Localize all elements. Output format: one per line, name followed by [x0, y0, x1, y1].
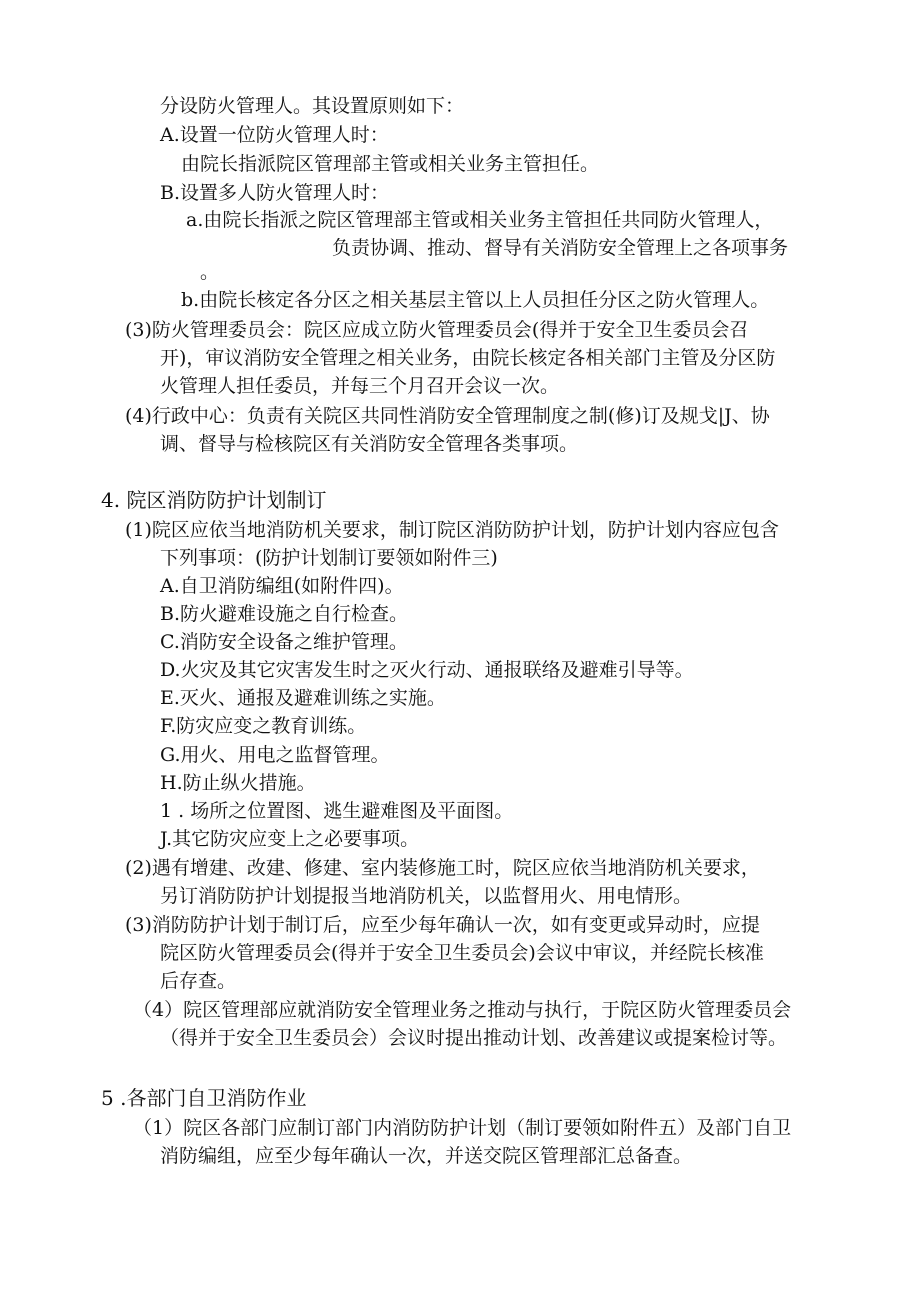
text-line: (2)遇有增建、改建、修建、室内装修施工时，院区应依当地消防机关要求，	[125, 857, 760, 879]
list-item: C.消防安全设备之维护管理。	[160, 631, 408, 653]
text-line: 。	[200, 261, 220, 283]
text-line: 由院长指派院区管理部主管或相关业务主管担任。	[181, 153, 600, 175]
text-line: 后存查。	[160, 970, 237, 992]
list-item: J.其它防灾应变上之必要事项。	[160, 828, 420, 850]
list-item: 1 . 场所之位置图、逃生避难图及平面图。	[160, 800, 514, 822]
text-line: (4)行政中心：负责有关院区共同性消防安全管理制度之制(修)订及规戈|J、协	[125, 405, 770, 427]
text-line: 开)，审议消防安全管理之相关业务，由院长核定各相关部门主管及分区防	[160, 347, 776, 369]
text-line: 分设防火管理人。其设置原则如下：	[160, 95, 465, 117]
text-line: (1)院区应依当地消防机关要求，制订院区消防防护计划，防护计划内容应包含	[125, 519, 779, 541]
text-line: B.设置多人防火管理人时：	[160, 182, 390, 204]
list-item: A.自卫消防编组(如附件四)。	[160, 575, 404, 597]
text-line: (3)防火管理委员会：院区应成立防火管理委员会(得并于安全卫生委员会召	[125, 319, 749, 341]
text-line: a.由院长指派之院区管理部主管或相关业务主管担任共同防火管理人，	[186, 209, 774, 231]
text-line: b.由院长核定各分区之相关基层主管以上人员担任分区之防火管理人。	[181, 289, 770, 311]
text-line: 院区防火管理委员会(得并于安全卫生委员会)会议中审议，并经院长核准	[160, 942, 764, 964]
text-line: (3)消防防护计划于制订后，应至少每年确认一次，如有变更或异动时，应提	[125, 914, 760, 936]
text-line: （得并于安全卫生委员会）会议时提出推动计划、改善建议或提案检讨等。	[160, 1027, 788, 1049]
text-line: 消防编组，应至少每年确认一次，并送交院区管理部汇总备查。	[160, 1145, 693, 1167]
list-item: E.灭火、通报及避难训练之实施。	[160, 687, 446, 709]
text-line: 下列事项：(防护计划制订要领如附件三)	[160, 547, 498, 569]
section-heading-4: 4. 院区消防防护计划制订	[101, 488, 327, 512]
list-item: D.火灾及其它灾害发生时之灭火行动、通报联络及避难引导等。	[160, 659, 694, 681]
list-item: G.用火、用电之监督管理。	[160, 744, 390, 766]
list-item: H.防止纵火措施。	[160, 772, 316, 794]
text-line: （1）院区各部门应制订部门内消防防护计划（制订要领如附件五）及部门自卫	[133, 1117, 792, 1139]
text-line: 火管理人担任委员，并每三个月召开会议一次。	[160, 375, 560, 397]
text-line: （4）院区管理部应就消防安全管理业务之推动与执行，于院区防火管理委员会	[133, 999, 792, 1021]
section-heading-5: 5 .各部门自卫消防作业	[101, 1086, 307, 1110]
list-item: B.防火避难设施之自行检查。	[160, 603, 409, 625]
text-line: 另订消防防护计划提报当地消防机关，以监督用火、用电情形。	[160, 885, 693, 907]
text-line: A.设置一位防火管理人时：	[160, 124, 389, 146]
text-line: 负责协调、推动、督导有关消防安全管理上之各项事务	[332, 237, 789, 259]
text-line: 调、督导与检核院区有关消防安全管理各类事项。	[160, 433, 579, 455]
list-item: F.防灾应变之教育训练。	[160, 715, 367, 737]
